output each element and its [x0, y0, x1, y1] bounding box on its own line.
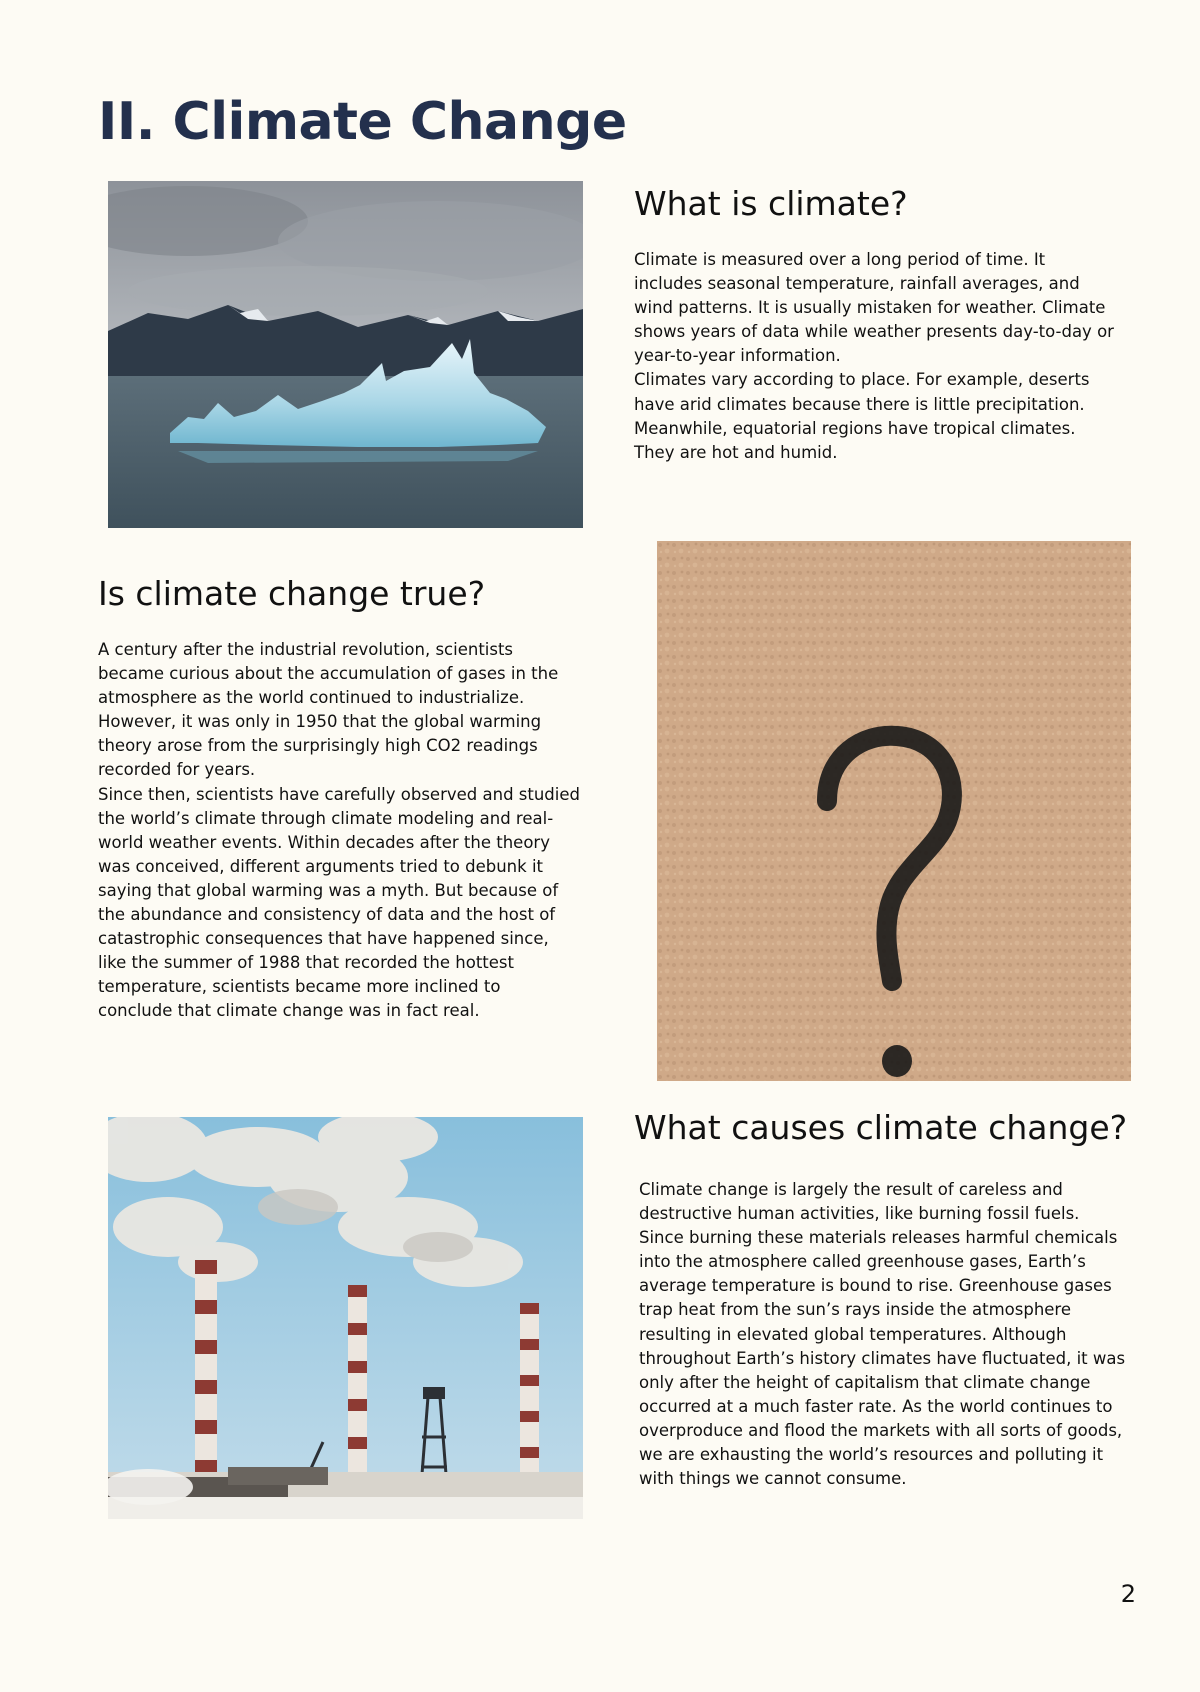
smokestacks-photo [108, 1117, 583, 1519]
section-heading-what-causes-climate-change: What causes climate change? [634, 1108, 1128, 1147]
section-heading-is-climate-change-true: Is climate change true? [98, 574, 486, 613]
what-is-climate-text [634, 248, 1114, 465]
iceberg-photo [108, 181, 583, 528]
paragraph: Climate is measured over a long period of time. It includes seasonal temperature, rainfall averages, and wind patterns. It is usually mistaken for weather. Climate shows years of data while weather presents day-to-day or year-to-year information. [634, 250, 1114, 366]
section-heading-what-is-climate: What is climate? [634, 184, 908, 223]
what-causes-climate-change-text [639, 1178, 1129, 1491]
page-title: II. Climate Change [98, 92, 627, 152]
paragraph: Since then, scientists have carefully observed and studied the world’s climate through climate modeling and real-world weather events. Within decades after the theory was conceived, different arguments tried to debunk it saying that global warming was a myth. But because of the abundance and consistency of data and the host of catastrophic consequences that have happened since, like the summer of 1988 that recorded the hottest temperature, scientists became more inclined to conclude that climate change was in fact real. [98, 784, 580, 1021]
paragraph: Climates vary according to place. For example, deserts have arid climates because there is little precipitation. Meanwhile, equatorial regions have tropical climates. They are hot and humid. [634, 370, 1090, 462]
page-number: 2 [1120, 1580, 1136, 1608]
is-climate-change-true-text [98, 638, 580, 1024]
question-mark-photo [657, 541, 1131, 1081]
paragraph: Climate change is largely the result of careless and destructive human activities, like burning fossil fuels. Since burning these materials releases harmful chemicals into the atmosphere called greenhouse gases, Earth’s average temperature is bound to rise. Greenhouse gases trap heat from the sun’s rays inside the atmosphere resulting in elevated global temperatures. Although throughout Earth’s history climates have fluctuated, it was only after the height of capitalism that climate change occurred at a much faster rate. As the world continues to overproduce and flood the markets with all sorts of goods, we are exhausting the world’s resources and polluting it with things we cannot consume. [639, 1180, 1126, 1489]
paragraph: A century after the industrial revolution, scientists became curious about the accumulation of gases in the atmosphere as the world continued to industrialize. However, it was only in 1950 that the global warming theory arose from the surprisingly high CO2 readings recorded for years. [98, 640, 559, 780]
